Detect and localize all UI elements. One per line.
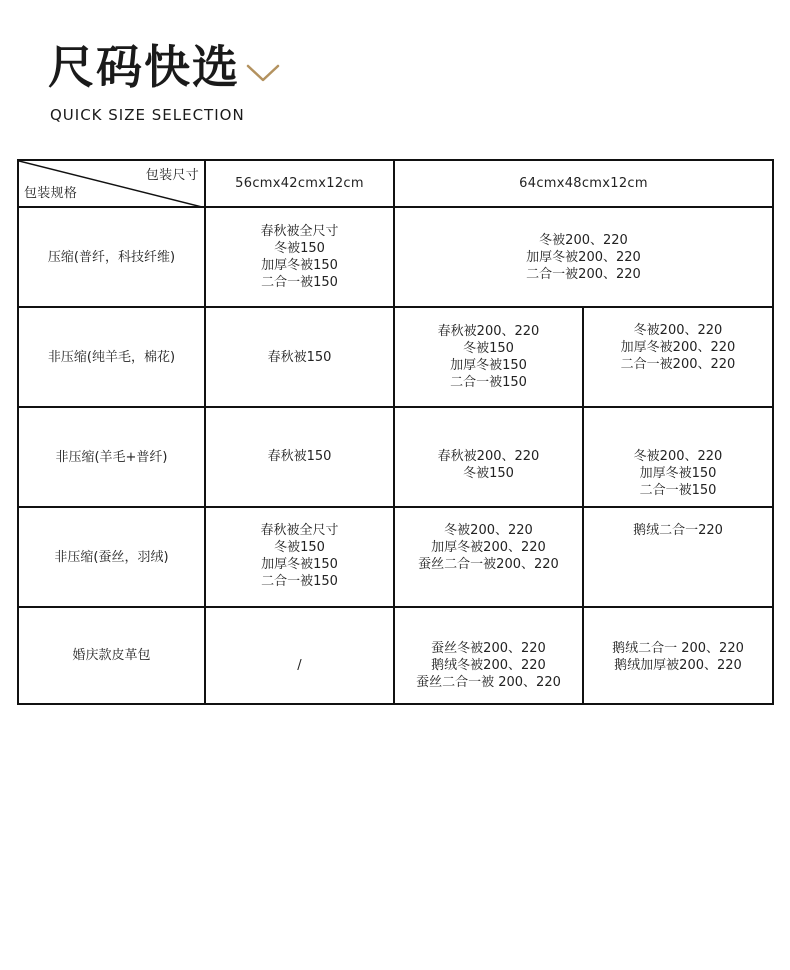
cell-size-b	[394, 207, 773, 307]
cell-line: 蚕丝二合一被200、220	[418, 557, 559, 572]
cell-size-b-left	[394, 407, 583, 507]
cell-size-b-right	[583, 507, 773, 607]
cell-line: 加厚冬被150	[639, 466, 717, 481]
cell-size-b-right	[583, 607, 773, 704]
row-label: 非压缩(纯羊毛，棉花)	[18, 307, 205, 407]
table-row	[18, 607, 773, 704]
cell-line: 冬被200、220	[444, 523, 533, 538]
cell-line: 冬被150	[274, 540, 325, 555]
cell-line: 春秋被200、220	[437, 324, 540, 339]
chevron-down-icon	[246, 63, 280, 83]
cell-line: 二合一被200、220	[526, 266, 641, 282]
cell-line: 春秋被全尺寸	[260, 523, 339, 538]
cell-line: 加厚冬被200、220	[526, 249, 641, 265]
cell-size-a	[205, 207, 394, 307]
cell-line: 鹅绒冬被200、220	[431, 658, 546, 673]
table-row	[18, 507, 773, 607]
cell-line: 春秋被200、220	[437, 449, 540, 464]
table-header-row	[18, 160, 773, 207]
cell-line: 冬被150	[274, 241, 325, 256]
cell-line: 春秋被150	[267, 449, 332, 464]
cell-line: 加厚冬被200、220	[620, 340, 736, 355]
page-title: 尺码快选	[48, 40, 240, 94]
cell-line: /	[297, 658, 302, 673]
cell-line: 冬被200、220	[633, 449, 723, 464]
table-row	[18, 307, 773, 407]
table-row	[18, 207, 773, 307]
page-subtitle: QUICK SIZE SELECTION	[50, 106, 245, 124]
cell-line: 冬被150	[463, 341, 514, 356]
cell-size-b-left	[394, 507, 583, 607]
cell-line: 鹅绒二合一220	[633, 523, 723, 538]
header-size-a: 56cmx42cmx12cm	[205, 160, 394, 207]
cell-size-b-right	[583, 307, 773, 407]
cell-size-a	[205, 507, 394, 607]
cell-line: 冬被200、220	[539, 232, 628, 248]
cell-line: 蚕丝冬被200、220	[431, 641, 546, 656]
corner-cell	[18, 160, 205, 207]
cell-line: 二合一被150	[450, 375, 527, 390]
cell-size-b-left	[394, 607, 583, 704]
row-label: 非压缩(羊毛+普纤)	[18, 407, 205, 507]
cell-line: 二合一被150	[261, 275, 338, 290]
table-row	[18, 407, 773, 507]
row-label: 非压缩(蚕丝，羽绒)	[18, 507, 205, 607]
cell-line: 加厚冬被150	[450, 358, 527, 373]
corner-label-spec: 包装规格	[24, 186, 78, 201]
cell-size-a	[205, 407, 394, 507]
cell-line: 加厚冬被150	[261, 557, 338, 572]
cell-line: 鹅绒二合一 200、220	[612, 641, 744, 656]
cell-line: 春秋被150	[267, 349, 332, 365]
cell-line: 加厚冬被200、220	[431, 540, 546, 555]
cell-line: 蚕丝二合一被 200、220	[416, 675, 561, 690]
header-size-b: 64cmx48cmx12cm	[394, 160, 773, 207]
cell-line: 加厚冬被150	[261, 258, 338, 273]
cell-line: 鹅绒加厚被200、220	[614, 658, 742, 673]
cell-line: 二合一被200、220	[620, 357, 736, 372]
row-label: 压缩(普纤，科技纤维)	[18, 207, 205, 307]
cell-size-b-right	[583, 407, 773, 507]
row-label: 婚庆款皮革包	[18, 607, 205, 704]
cell-size-a	[205, 607, 394, 704]
corner-label-size: 包装尺寸	[145, 168, 199, 183]
cell-line: 春秋被全尺寸	[260, 224, 339, 239]
cell-line: 冬被150	[463, 466, 514, 481]
size-table	[17, 159, 774, 705]
cell-line: 二合一被150	[639, 483, 717, 498]
cell-size-b-left	[394, 307, 583, 407]
cell-line: 二合一被150	[261, 574, 338, 589]
cell-size-a	[205, 307, 394, 407]
cell-line: 冬被200、220	[633, 323, 723, 338]
